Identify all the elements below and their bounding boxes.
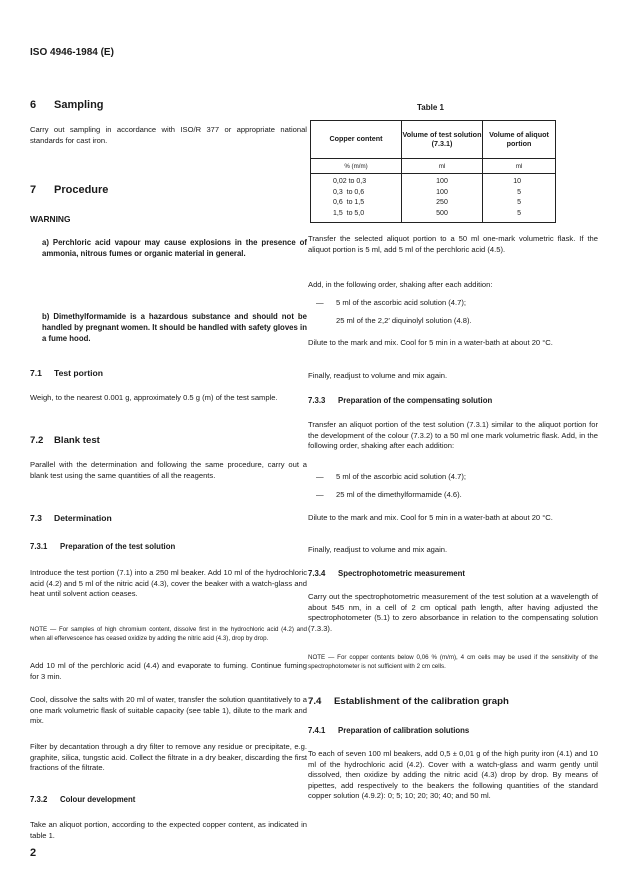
list-item: — 5 ml of the ascorbic acid solution (4.7); — [316, 298, 466, 307]
heading-7-3: 7.3 Determination — [30, 513, 112, 523]
heading-7-3-3: 7.3.3 Preparation of the compensating solution — [308, 396, 493, 405]
table-caption: Table 1 — [417, 103, 444, 112]
test-solution-p1: Introduce the test portion (7.1) into a 250 ml beaker. Add 10 ml of the hydrochloric acid (4.2) and 5 ml of the nitric acid (4.3), cover the beaker with a watch-glass and heat until solvent action ceases. — [30, 568, 307, 599]
compensating-p2: Dilute to the mark and mix. Cool for 5 min in a water-bath at about 20 °C. — [308, 513, 553, 522]
list-item: 25 ml of the 2,2′ diquinolyl solution (4.8). — [336, 316, 472, 325]
test-solution-p3: Cool, dissolve the salts with 20 ml of water, transfer the solution quantitatively to a one mark volumetric flask of suitable capacity (see table 1), dilute to the mark and mix. — [30, 695, 307, 726]
heading-7-4: 7.4 Establishment of the calibration graph — [308, 696, 509, 707]
spectro-p1: Carry out the spectrophotometric measurement of the test solution at a wavelength of about 545 nm, in a cell of 2 cm optical path length, after having adjusted the spectrophotometer (5.1) to zero absorbance in relation to the compensating solution (7.3.3). — [308, 592, 598, 633]
test-portion-text: Weigh, to the nearest 0.001 g, approximately 0.5 g (m) of the test sample. — [30, 393, 278, 402]
col-header-aliquot: Volume of aliquot portion — [483, 121, 556, 159]
unit-aliquot: ml — [483, 159, 556, 174]
heading-7-4-1: 7.4.1 Preparation of calibration solutions — [308, 726, 470, 735]
heading-7-3-4: 7.3.4 Spectrophotometric measurement — [308, 569, 465, 578]
heading-7-procedure: 7 Procedure — [30, 184, 109, 196]
unit-test-volume: ml — [402, 159, 483, 174]
dilute-text: Dilute to the mark and mix. Cool for 5 min in a water-bath at about 20 °C. — [308, 338, 553, 347]
heading-7-1: 7.1 Test portion — [30, 368, 104, 378]
col-header-test-volume: Volume of test solution (7.3.1) — [402, 121, 483, 159]
test-solution-p4: Filter by decantation through a dry filter to remove any residue or precipitate, e.g. graphite, silica, tungstic acid. Collect the filtrate in a dry beaker, discarding the first fractions of the filtrate. — [30, 742, 307, 773]
list-item: — 5 ml of the ascorbic acid solution (4.7); — [316, 472, 466, 481]
unit-copper: % (m/m) — [311, 159, 402, 174]
warning-a: a) Perchloric acid vapour may cause explosions in the presence of ammonia, nitrous fumes or organic material in general. — [42, 238, 307, 258]
document-header: ISO 4946-1984 (E) — [30, 47, 114, 58]
heading-6-sampling: 6 Sampling — [30, 99, 104, 111]
warning-b: b) Dimethylformamide is a hazardous substance and should not be handled by pregnant women. It should be handled with safety gloves in a fume hood. — [42, 312, 307, 343]
test-solution-p2: Add 10 ml of the perchloric acid (4.4) and evaporate to fuming. Continue fuming for 3 min. — [30, 661, 307, 681]
table-row: 0,3 to 0,6 100 5 — [311, 188, 556, 199]
readjust-text: Finally, readjust to volume and mix again. — [308, 371, 448, 380]
compensating-p3: Finally, readjust to volume and mix again. — [308, 545, 448, 554]
table-row: 0,6 to 1,5 250 5 — [311, 198, 556, 209]
test-solution-note: NOTE — For samples of high chromium content, dissolve first in the hydrochloric acid (4.2) and when all effervescence has ceased oxidize by adding the nitric acid (4.3), drop by drop. — [30, 626, 307, 643]
add-order-text: Add, in the following order, shaking after each addition: — [308, 280, 493, 289]
warning-title: WARNING — [30, 214, 71, 224]
blank-test-text: Parallel with the determination and following the same procedure, carry out a blank test using the same quantities of all the reagents. — [30, 460, 307, 480]
colour-development-text: Take an aliquot portion, according to the expected copper content, as indicated in table 1. — [30, 820, 307, 840]
page-number: 2 — [30, 847, 37, 859]
table-row: 0,02 to 0,3 100 10 — [311, 174, 556, 188]
list-item: — 25 ml of the dimethylformamide (4.6). — [316, 490, 462, 499]
spectro-note: NOTE — For copper contents below 0,06 % (m/m), 4 cm cells may be used if the sensitivity of the spectrophotometer is not sufficient with 2 cm cells. — [308, 654, 598, 671]
compensating-p1: Transfer an aliquot portion of the test solution (7.3.1) similar to the aliquot portion for the development of the colour (7.3.2) to a 50 ml one mark volumetric flask. Add, in the following order, shaking after each addition: — [308, 420, 598, 451]
col-header-copper: Copper content — [311, 121, 402, 159]
calibration-p1: To each of seven 100 ml beakers, add 0,5 ± 0,01 g of the high purity iron (4.1) and 10 ml of the hydrochloric acid (4.2). Cover with a watch-glass and warm gently until dissolved, then oxidize by adding the nitric acid (4.3) drop by drop. By means of pipettes, add respectively to the beakers the following quantities of the standard copper solution (4.9.2): 0; 5; 10; 20; 30; 40; and 50 ml. — [308, 749, 598, 801]
heading-7-3-2: 7.3.2 Colour development — [30, 795, 136, 804]
heading-7-2: 7.2 Blank test — [30, 435, 100, 446]
table-1 — [310, 120, 556, 223]
table-row: 1,5 to 5,0 500 5 — [311, 209, 556, 223]
heading-7-3-1: 7.3.1 Preparation of the test solution — [30, 542, 176, 551]
sampling-text: Carry out sampling in accordance with ISO/R 377 or appropriate national standards for cast iron. — [30, 125, 307, 145]
transfer-text: Transfer the selected aliquot portion to a 50 ml one-mark volumetric flask. If the aliquot portion is 5 ml, add 5 ml of the perchloric acid (4.5). — [308, 234, 598, 254]
